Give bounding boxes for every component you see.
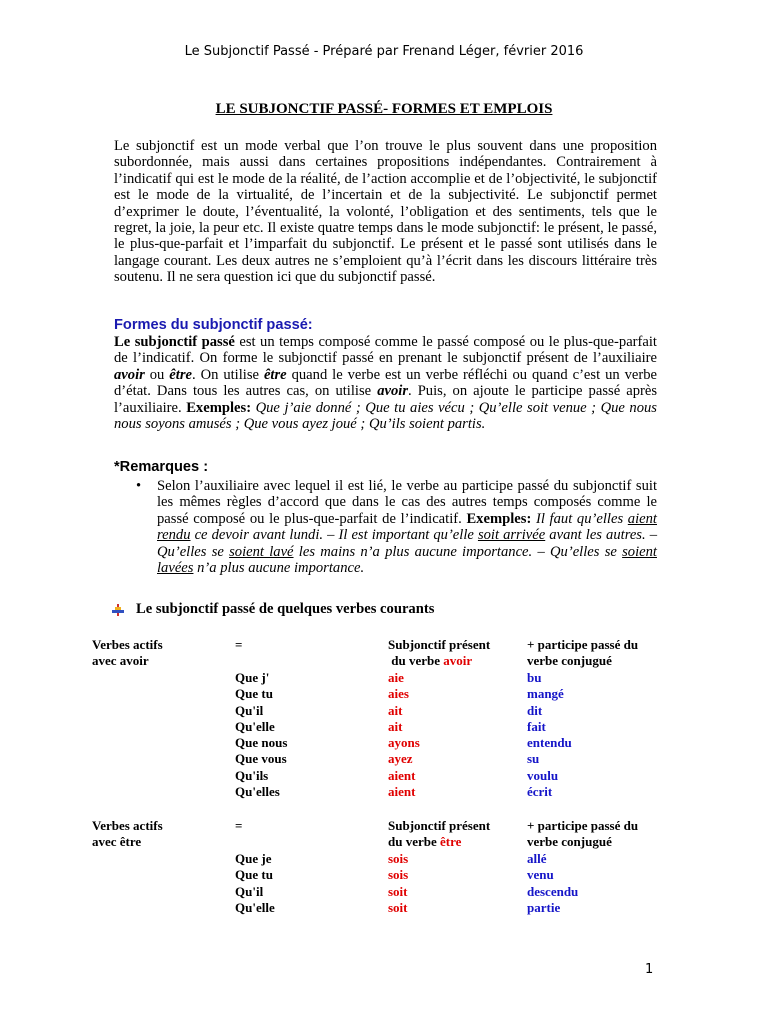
verbs-list-heading — [114, 601, 434, 618]
table1-col-aux-header — [388, 637, 490, 670]
example-4u: soient lavées — [157, 543, 657, 577]
table-row: Qu'elle — [235, 899, 275, 915]
table-cell: ait — [388, 718, 403, 734]
table-cell: écrit — [527, 784, 553, 800]
table-row: Qu'il — [235, 702, 264, 718]
table-cell: mangé — [527, 686, 564, 702]
table-row: Qu'ils — [235, 767, 269, 783]
table2-participles — [527, 851, 578, 916]
table2-col-part-header — [527, 818, 638, 851]
table-cell: bu — [527, 670, 542, 685]
table2-equals: = — [235, 818, 243, 833]
table-cell: ayons — [388, 735, 420, 751]
table2-col-label — [92, 818, 163, 851]
formes-lead: Le subjonctif passé — [114, 334, 235, 350]
sep-1: – — [323, 527, 339, 544]
table1-label-line1: Verbes actifs — [92, 637, 163, 652]
table1-col-part-header — [527, 637, 638, 670]
example-3b: les mains n’a plus aucune importance. — [293, 543, 533, 560]
example-2b: avant les autres. — [545, 527, 646, 544]
table-cell: fait — [527, 718, 546, 734]
remarques-heading: *Remarques : — [114, 459, 209, 475]
table1-part-header-line1: + participe passé du — [527, 637, 639, 652]
formes-avoir: avoir — [114, 366, 145, 383]
formes-examples: Que j’aie donné ; Que tu aies vécu ; Qu’elle soit venue ; Que nous nous soyons amusés ; Que vous ayez joué ; Qu’ils soient partis. — [114, 399, 657, 433]
formes-text-4: . Puis, on ajoute le participe passé après l’auxiliaire. — [114, 383, 658, 416]
table-row: Qu'elle — [235, 718, 275, 734]
table2-part-header-line1: + participe passé du — [527, 818, 639, 833]
table2-aux-header-red: être — [440, 834, 462, 850]
formes-ou: ou — [144, 366, 170, 383]
table2-label-line1: Verbes actifs — [92, 818, 163, 833]
table2-label-line2: avec être — [92, 834, 142, 850]
table-cell: sois — [388, 851, 409, 866]
table2-aux-header-line1: Subjonctif présent — [388, 818, 491, 833]
table-row: Que nous — [235, 735, 288, 751]
example-2a: Il est important qu’elle — [338, 527, 478, 544]
table-cell: descendu — [527, 883, 579, 899]
formes-text-2: . On utilise — [191, 366, 264, 383]
sep-2: – — [645, 527, 657, 544]
table-cell: soit — [388, 883, 408, 899]
table-cell: ayez — [388, 751, 413, 767]
formes-paragraph — [114, 334, 657, 432]
table1-label-line2: avec avoir — [92, 653, 149, 669]
example-3u: soient lavé — [229, 543, 294, 560]
table2-auxiliaries — [388, 851, 408, 916]
table2-aux-header-pre: du verbe — [388, 834, 440, 850]
table-cell: aient — [388, 784, 416, 800]
example-2u: soit arrivée — [477, 527, 546, 544]
formes-etre: être — [169, 366, 192, 383]
document-title: LE SUBJONCTIF PASSÉ- FORMES ET EMPLOIS — [215, 101, 553, 117]
sep-3: – — [532, 543, 550, 560]
table-cell: aient — [388, 767, 416, 783]
formes-avoir-2: avoir — [377, 383, 408, 400]
remarques-text: Selon l’auxiliaire avec lequel il est lié, le verbe au participe passé du subjonctif suit les mêmes règles d’accord que dans le cas des autres temps composés comme le passé composé ou le plus-que-parfait de l’indicatif. — [157, 478, 657, 527]
table1-aux-header-line1: Subjonctif présent — [388, 637, 491, 652]
table-row: Que tu — [235, 686, 273, 702]
example-1b: ce devoir avant lundi. — [190, 527, 324, 544]
table-cell: ait — [388, 702, 403, 718]
table-row: Que j' — [235, 670, 270, 685]
table-cell: venu — [527, 867, 554, 883]
table-cell: sois — [388, 867, 409, 883]
table1-part-header-line2: verbe conjugué — [527, 653, 612, 669]
example-1a: Il faut qu’elles — [531, 510, 628, 527]
table1-aux-header-red: avoir — [443, 653, 473, 669]
table1-pronouns — [235, 670, 287, 800]
table-cell: su — [527, 751, 540, 767]
table-row: Qu'il — [235, 883, 264, 899]
page-header: Le Subjonctif Passé - Préparé par Frenand Léger, février 2016 — [184, 44, 584, 59]
table-cell: partie — [527, 899, 561, 915]
table-cell: aies — [388, 686, 409, 702]
table2-part-header-line2: verbe conjugué — [527, 834, 612, 850]
formes-text-1: est un temps composé comme le passé composé ou le plus-que-parfait de l’indicatif. On forme le subjonctif passé en prenant le subjonctif présent de l’auxiliaire — [114, 334, 657, 367]
table1-auxiliaries — [388, 670, 420, 800]
remarques-examples-label: Exemples: — [466, 510, 532, 527]
table1-col-label — [92, 637, 163, 670]
table-cell: entendu — [527, 735, 572, 751]
table-row: Qu'elles — [235, 784, 280, 800]
table1-participles — [527, 670, 572, 800]
table-cell: dit — [527, 702, 543, 718]
table1-equals: = — [235, 637, 243, 652]
table2-pronouns — [235, 851, 275, 916]
intro-paragraph: Le subjonctif est un mode verbal que l’on trouve le plus souvent dans une proposition subordonnée, mais aussi dans certaines propositions indépendantes. Contrairement à l’indicatif qui est le mode de la réalité, de l’action accomplie et de l’objectivité, le subjonctif est le mode de la virtualité, de l’incertain et de la subjectivité. Le subjonctif permet d’exprimer le doute, l’éventualité, la volonté, l’obligation et des sentiments, tels que le regret, la joie, la peur etc. Il existe quatre temps dans le mode subjonctif: le présent, le passé, le plus-que-parfait et l’imparfait du subjonctif. Le présent et le passé sont utilisés dans le langage courant. Les deux autres ne s’emploient qu’à l’écrit dans les discours littéraire très soutenu. Il ne sera question ici que du subjonctif passé. — [114, 138, 657, 286]
bullet-icon: • — [136, 478, 142, 494]
example-4a: Qu’elles se — [550, 543, 623, 560]
verbs-list-heading-text: Le subjonctif passé de quelques verbes courants — [136, 601, 435, 617]
formes-examples-label: Exemples: — [186, 399, 252, 416]
table-cell: allé — [527, 851, 547, 866]
table-row: Que vous — [235, 751, 287, 767]
table-cell: soit — [388, 899, 408, 915]
table-row: Que je — [235, 851, 272, 866]
page-number: 1 — [645, 962, 654, 977]
example-3a: Qu’elles se — [157, 543, 230, 560]
formes-heading: Formes du subjonctif passé: — [114, 317, 313, 333]
remarques-paragraph — [157, 478, 657, 576]
table-cell: aie — [388, 670, 404, 685]
table1-aux-header-pre: du verbe — [388, 653, 444, 669]
table-cell: voulu — [527, 767, 559, 783]
formes-etre-2: être — [263, 366, 287, 383]
example-1u: aient rendu — [157, 510, 657, 544]
formes-text-3: quand le verbe est un verbe réfléchi ou quand c’est un verbe d’état. Dans tous les autres cas, on utilise — [114, 366, 658, 400]
table2-col-aux-header — [388, 818, 490, 851]
example-4b: n’a plus aucune importance. — [193, 560, 365, 577]
table-row: Que tu — [235, 867, 273, 883]
